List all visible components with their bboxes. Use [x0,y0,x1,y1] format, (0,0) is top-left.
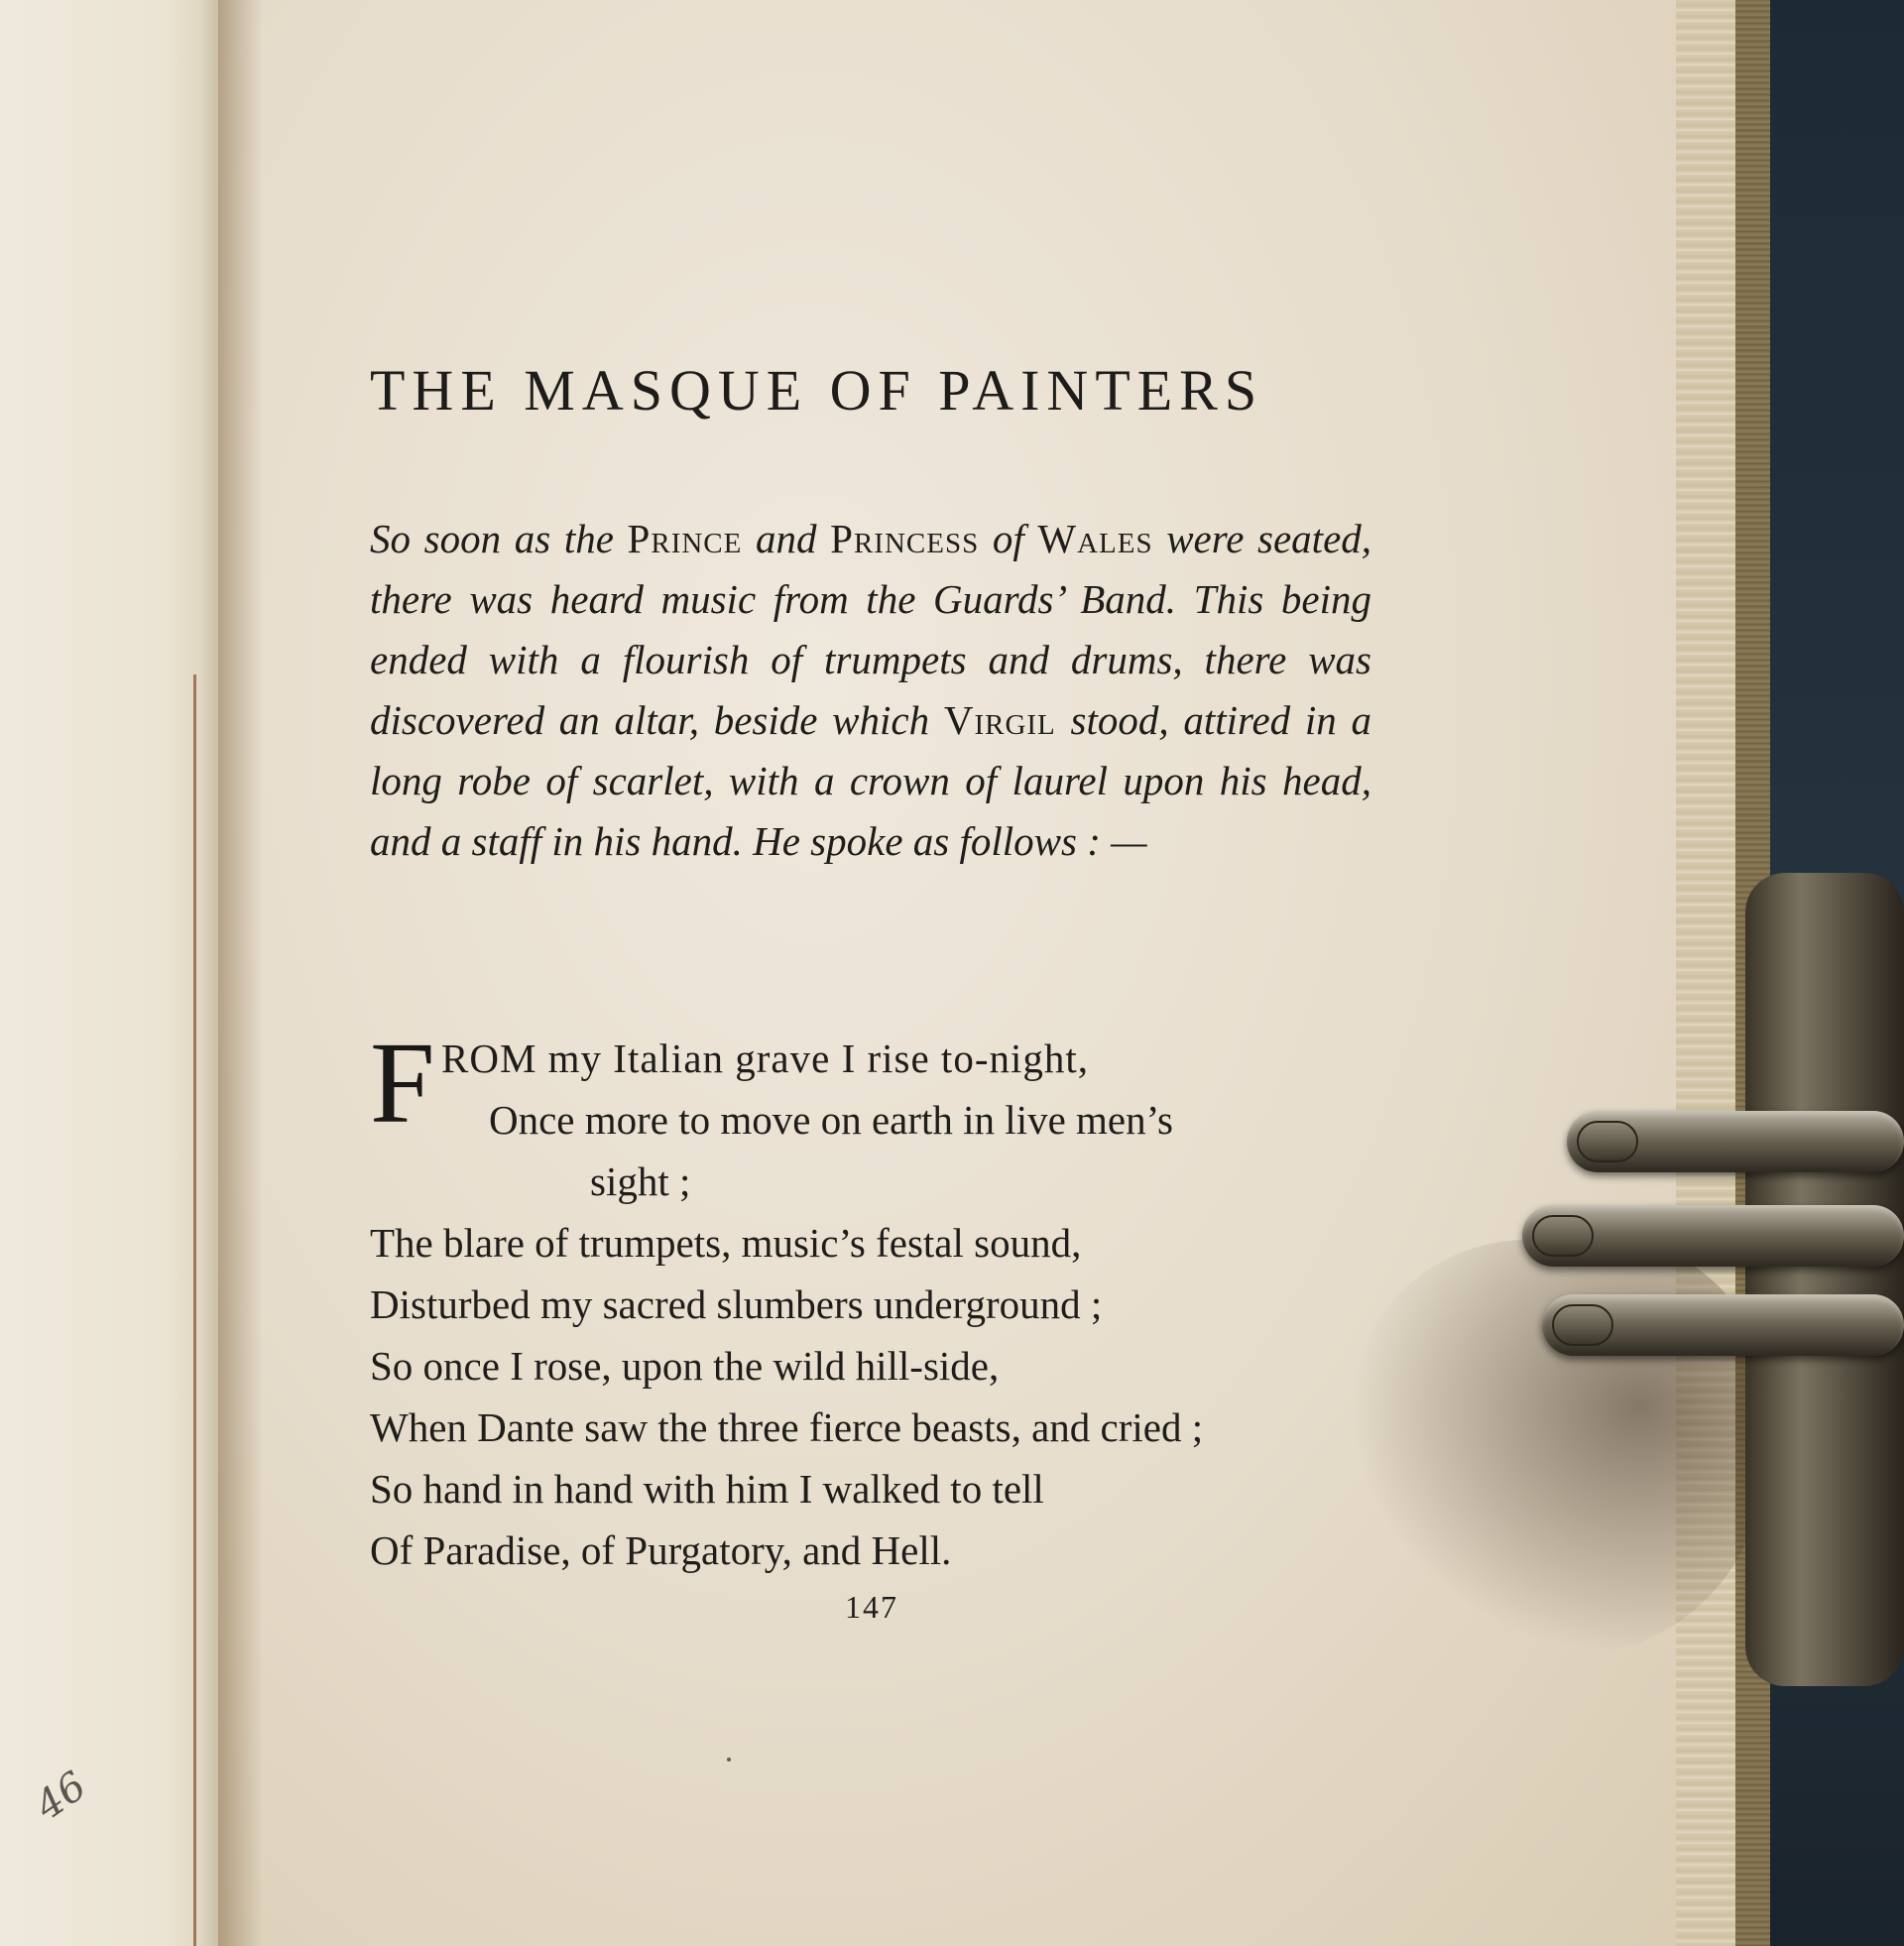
intro-text: So soon as the [370,516,628,561]
gutter-shadow [218,0,263,1946]
intro-text: were seated, there was heard music from the Guards’ Band. This being ended with a flourish of trumpets and drums, there was discovered an altar, beside which [370,516,1372,743]
poem [370,1018,1362,1581]
bookend-fingernail [1577,1121,1638,1162]
poem-line: sight ; [590,1158,691,1204]
poem-line: The blare of trumpets, music’s festal sound, [370,1220,1082,1266]
intro-name-smallcaps: Wales [1037,516,1153,561]
intro-name-smallcaps: Prince [627,516,743,561]
intro-paragraph [370,509,1371,872]
bookend-fingernail [1532,1215,1594,1257]
intro-name-smallcaps: Princess [830,516,980,561]
drop-cap: F [370,1018,435,1148]
intro-text: and [742,516,831,561]
bookend-finger [1542,1294,1904,1356]
right-page [218,0,1701,1946]
bookend-fingernail [1552,1304,1613,1346]
left-page [0,0,233,1946]
intro-text: stood, attired in a long robe of scarlet, with a crown of laurel upon his head, and a staff in his hand. He spoke as follows : — [370,697,1371,864]
left-margin-note: 46 [27,1763,95,1830]
poem-line: ROM my Italian grave I rise to-night, [441,1035,1090,1081]
poem-line: So hand in hand with him I walked to tell [370,1466,1044,1512]
title-block [370,357,1362,424]
intro-name-smallcaps: Virgil [943,697,1056,743]
page-edges [1676,0,1735,1946]
paper-speck [727,1758,731,1762]
bookend-finger [1567,1111,1904,1172]
poem-line: When Dante saw the three fierce beasts, and cried ; [370,1404,1204,1450]
poem-lines [370,1089,1362,1581]
poem-line: Of Paradise, of Purgatory, and Hell. [370,1527,952,1573]
bookend-finger [1522,1205,1904,1267]
left-page-edge [193,674,196,1946]
poem-line: Disturbed my sacred slumbers underground ; [370,1281,1103,1327]
bookend-hand [1497,1091,1904,1418]
poem-line: Once more to move on earth in live men’s [489,1097,1173,1143]
intro-text: of [979,516,1038,561]
poem-line: So once I rose, upon the wild hill-side, [370,1343,1000,1389]
page-number: 147 [845,1589,898,1625]
page-title: THE MASQUE OF PAINTERS [370,358,1264,423]
